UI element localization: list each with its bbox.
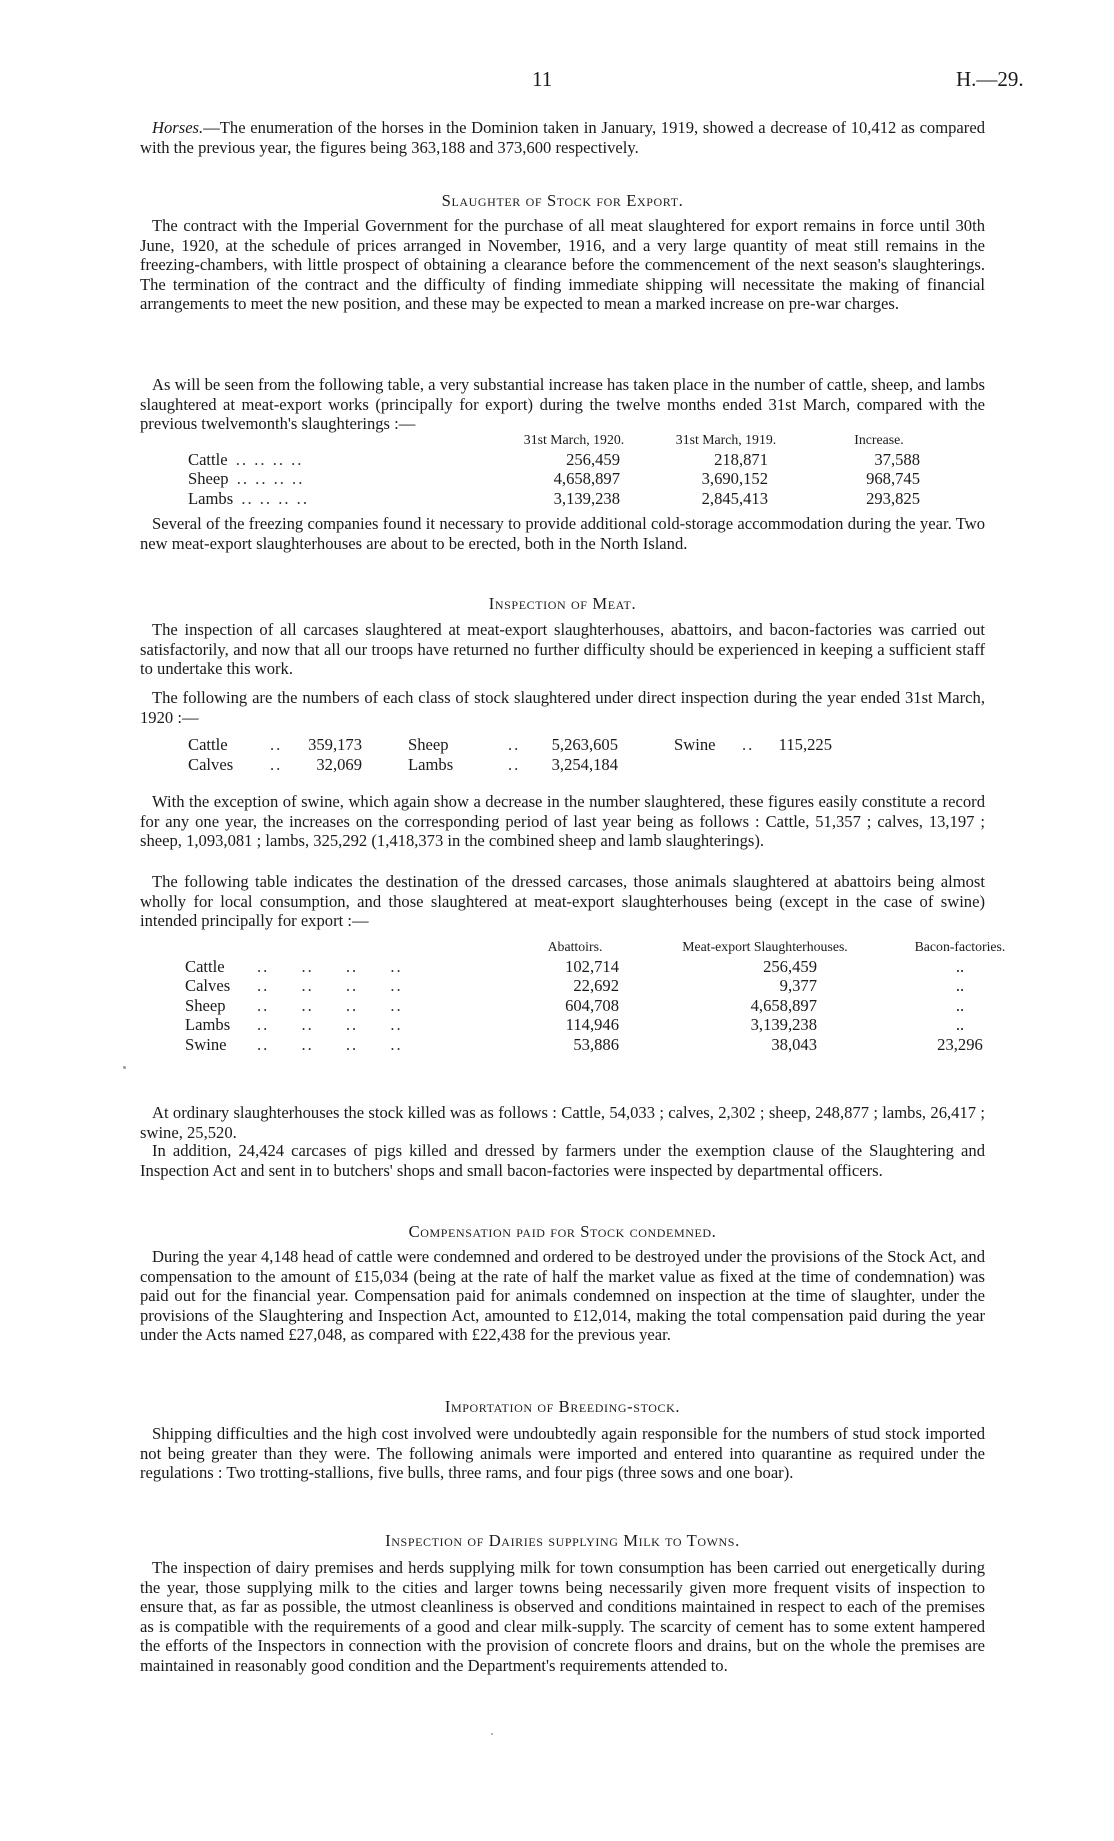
- row-label: Cattle: [185, 956, 225, 976]
- table-cell: 256,459: [566, 449, 620, 469]
- importation-paragraph: Shipping difficulties and the high cost involved were undoubtedly again responsible for the numbers of stud stock imported not being greater than they were. The following animals were imported and entered into quarantine as required under the regulations : Two trotting-stallions, five bulls, three rams, and four pigs (three sows and one boar).: [140, 1424, 985, 1483]
- table-cell: 359,173: [308, 735, 362, 754]
- table-row: [185, 1015, 1025, 1035]
- table-row: [185, 976, 1025, 996]
- slaughter-paragraph-1: The contract with the Imperial Government for the purchase of all meat slaughtered for export remains in force until 30th June, 1920, at the schedule of prices arranged in November, 1916, and a very large quantity of meat still remains in the freezing-chambers, with little prospect of obtaining a clearance before the commencement of the next season's slaughterings. The termination of the contract and the difficulty of finding immediate shipping will necessitate the making of financial arrangements to meet the new position, and these may be expected to mean a marked increase on pre-war charges.: [140, 216, 985, 314]
- leader-dots: .. .. .. ..: [236, 469, 305, 489]
- row-label: Cattle: [188, 449, 228, 469]
- column-header: Bacon-factories.: [914, 939, 1006, 954]
- horses-lead: Horses.: [152, 118, 204, 137]
- compensation-paragraph: During the year 4,148 head of cattle were condemned and ordered to be destroyed under the provisions of the Stock Act, and compensation to the amount of £15,034 (being at the rate of half the market value as fixed at the time of condemnation) was paid out for the financial year. Compensation paid for animals condemned on inspection at the time of slaughter, under the provisions of the Slaughtering and Inspection Act, amounted to £12,014, making the total compensation paid during the year under the Acts named £27,048, as compared with £22,438 for the previous year.: [140, 1247, 985, 1345]
- column-header: Abattoirs.: [547, 939, 603, 954]
- leader-dots: .. .. .. ..: [235, 449, 304, 469]
- leader-dots: ..: [270, 754, 283, 774]
- table-cell: ..: [955, 995, 965, 1015]
- table-cell: 293,825: [866, 488, 920, 508]
- leader-dots: .. .. .. ..: [257, 1015, 403, 1035]
- table-cell: 23,296: [937, 1034, 983, 1054]
- inspection-paragraph-5: At ordinary slaughterhouses the stock killed was as follows : Cattle, 54,033 ; calves, 2,302 ; sheep, 248,877 ; lambs, 26,417 ; swine, 25,520.: [140, 1103, 985, 1142]
- dairies-paragraph: The inspection of dairy premises and herds supplying milk for town consumption has been carried out energetically during the year, those supplying milk to the cities and larger towns being necessarily given more frequent visits of inspection to ensure that, as far as possible, the utmost cleanliness is observed and conditions maintained in respect to each of the premises as is compatible with the requirements of a good and clear milk-supply. The scarcity of cement has to some extent hampered the efforts of the Inspectors in connection with the provision of concrete floors and drains, but on the whole the premises are maintained in reasonably good condition and the Department's requirements attended to.: [140, 1558, 985, 1675]
- slaughter-paragraph-3: Several of the freezing companies found it necessary to provide additional cold-storage accommodation during the year. Two new meat-export slaughterhouses are about to be erected, both in the North Island.: [140, 514, 985, 553]
- table-cell: 22,692: [573, 976, 619, 996]
- horses-text: —The enumeration of the horses in the Dominion taken in January, 1919, showed a decrease of 10,412 as compared with the previous year, the figures being 363,188 and 373,600 respectively.: [140, 118, 985, 157]
- table-row: [188, 735, 832, 755]
- row-label: Sheep: [188, 469, 229, 489]
- table-cell: 5,263,605: [551, 735, 618, 754]
- document-reference: H.—29.: [956, 67, 1024, 91]
- table-cell: 604,708: [565, 995, 619, 1015]
- leader-dots: ..: [742, 735, 755, 754]
- compensation-heading: Compensation paid for Stock condemned.: [408, 1222, 717, 1241]
- slaughter-paragraph-2: As will be seen from the following table, a very substantial increase has taken place in the number of cattle, sheep, and lambs slaughtered at meat-export works (principally for export) during the twelve months ended 31st March, compared with the previous twelvemonth's slaughterings :—: [140, 375, 985, 434]
- column-header: 31st March, 1920.: [523, 432, 625, 447]
- leader-dots: .. .. .. ..: [257, 976, 403, 996]
- table-cell: 114,946: [565, 1015, 619, 1035]
- table-row: [188, 755, 832, 775]
- column-header: Increase.: [854, 432, 904, 447]
- stray-mark: [491, 1733, 493, 1735]
- direct-inspection-counts: [188, 735, 832, 774]
- table-cell: 256,459: [763, 956, 817, 976]
- inspection-paragraph-6: In addition, 24,424 carcases of pigs killed and dressed by farmers under the exemption clause of the Slaughtering and Inspection Act and sent in to butchers' shops and small bacon-factories were inspected by departmental officers.: [140, 1141, 985, 1180]
- inspection-paragraph-2: The following are the numbers of each class of stock slaughtered under direct inspection during the year ended 31st March, 1920 :—: [140, 688, 985, 727]
- column-header: Meat-export Slaughterhouses.: [682, 939, 848, 954]
- table-cell: 4,658,897: [553, 469, 620, 489]
- row-label: Cattle: [188, 735, 228, 754]
- stray-mark: [123, 1066, 126, 1069]
- table-header-row: [188, 430, 956, 450]
- leader-dots: .. .. .. ..: [257, 995, 403, 1015]
- table-cell: 2,845,413: [701, 488, 768, 508]
- row-label: Calves: [188, 754, 234, 774]
- table-cell: 37,588: [874, 449, 920, 469]
- row-label: Lambs: [408, 754, 454, 774]
- table-cell: 4,658,897: [750, 995, 817, 1015]
- table-cell: 102,714: [565, 956, 619, 976]
- row-label: Lambs: [188, 488, 234, 508]
- leader-dots: ..: [508, 735, 521, 754]
- table-cell: 968,745: [866, 469, 920, 489]
- table-cell: 218,871: [714, 449, 768, 469]
- row-label: Calves: [185, 976, 231, 996]
- slaughter-heading: Slaughter of Stock for Export.: [441, 191, 684, 210]
- inspection-heading: Inspection of Meat.: [488, 594, 637, 613]
- table-row: [185, 1035, 1025, 1055]
- row-label: Lambs: [185, 1015, 231, 1035]
- table-row: [188, 469, 956, 489]
- inspection-paragraph-1: The inspection of all carcases slaughtered at meat-export slaughterhouses, abattoirs, and bacon-factories was carried out satisfactorily, and now that all our troops have returned no further difficulty should be experienced in keeping a sufficient staff to undertake this work.: [140, 620, 985, 679]
- leader-dots: ..: [508, 754, 521, 774]
- carcase-destination-table: [185, 937, 1025, 1055]
- table-cell: 3,254,184: [551, 754, 618, 774]
- importation-heading: Importation of Breeding-stock.: [444, 1397, 681, 1416]
- row-label: Sheep: [185, 995, 226, 1015]
- table-row: [188, 450, 956, 470]
- inspection-paragraph-4: The following table indicates the destination of the dressed carcases, those animals slaughtered at abattoirs being almost wholly for local consumption, and those slaughtered at meat-export slaughterhouses being (except in the case of swine) intended principally for export :—: [140, 872, 985, 931]
- table-row: [185, 996, 1025, 1016]
- leader-dots: ..: [270, 735, 283, 754]
- row-label: Sheep: [408, 735, 449, 754]
- table-cell: 38,043: [771, 1034, 817, 1054]
- table-cell: 3,690,152: [701, 469, 768, 489]
- table-cell: 53,886: [573, 1034, 619, 1054]
- leader-dots: .. .. .. ..: [257, 956, 403, 976]
- table-cell: 9,377: [779, 976, 817, 996]
- table-row: [188, 489, 956, 509]
- row-label: Swine: [185, 1034, 227, 1054]
- table-row: [185, 957, 1025, 977]
- page-number: 11: [532, 67, 553, 91]
- table-cell: ..: [955, 1015, 965, 1035]
- row-label: Swine: [674, 735, 716, 754]
- horses-paragraph: [140, 118, 985, 157]
- table-cell: 3,139,238: [750, 1015, 817, 1035]
- table-cell: ..: [955, 956, 965, 976]
- dairies-heading: Inspection of Dairies supplying Milk to Towns.: [385, 1531, 740, 1550]
- table-cell: 115,225: [778, 735, 832, 754]
- leader-dots: .. .. .. ..: [241, 488, 309, 508]
- table-cell: 3,139,238: [553, 488, 620, 508]
- leader-dots: .. .. .. ..: [257, 1034, 403, 1054]
- table-cell: 32,069: [316, 754, 362, 774]
- export-slaughter-table: [188, 430, 956, 508]
- inspection-paragraph-3: With the exception of swine, which again show a decrease in the number slaughtered, these figures easily constitute a record for any one year, the increases on the corresponding period of last year being as follows : Cattle, 51,357 ; calves, 13,197 ; sheep, 1,093,081 ; lambs, 325,292 (1,418,373 in the combined sheep and lamb slaughterings).: [140, 792, 985, 851]
- table-header-row: [185, 937, 1025, 957]
- table-cell: ..: [955, 976, 965, 996]
- column-header: 31st March, 1919.: [675, 432, 777, 447]
